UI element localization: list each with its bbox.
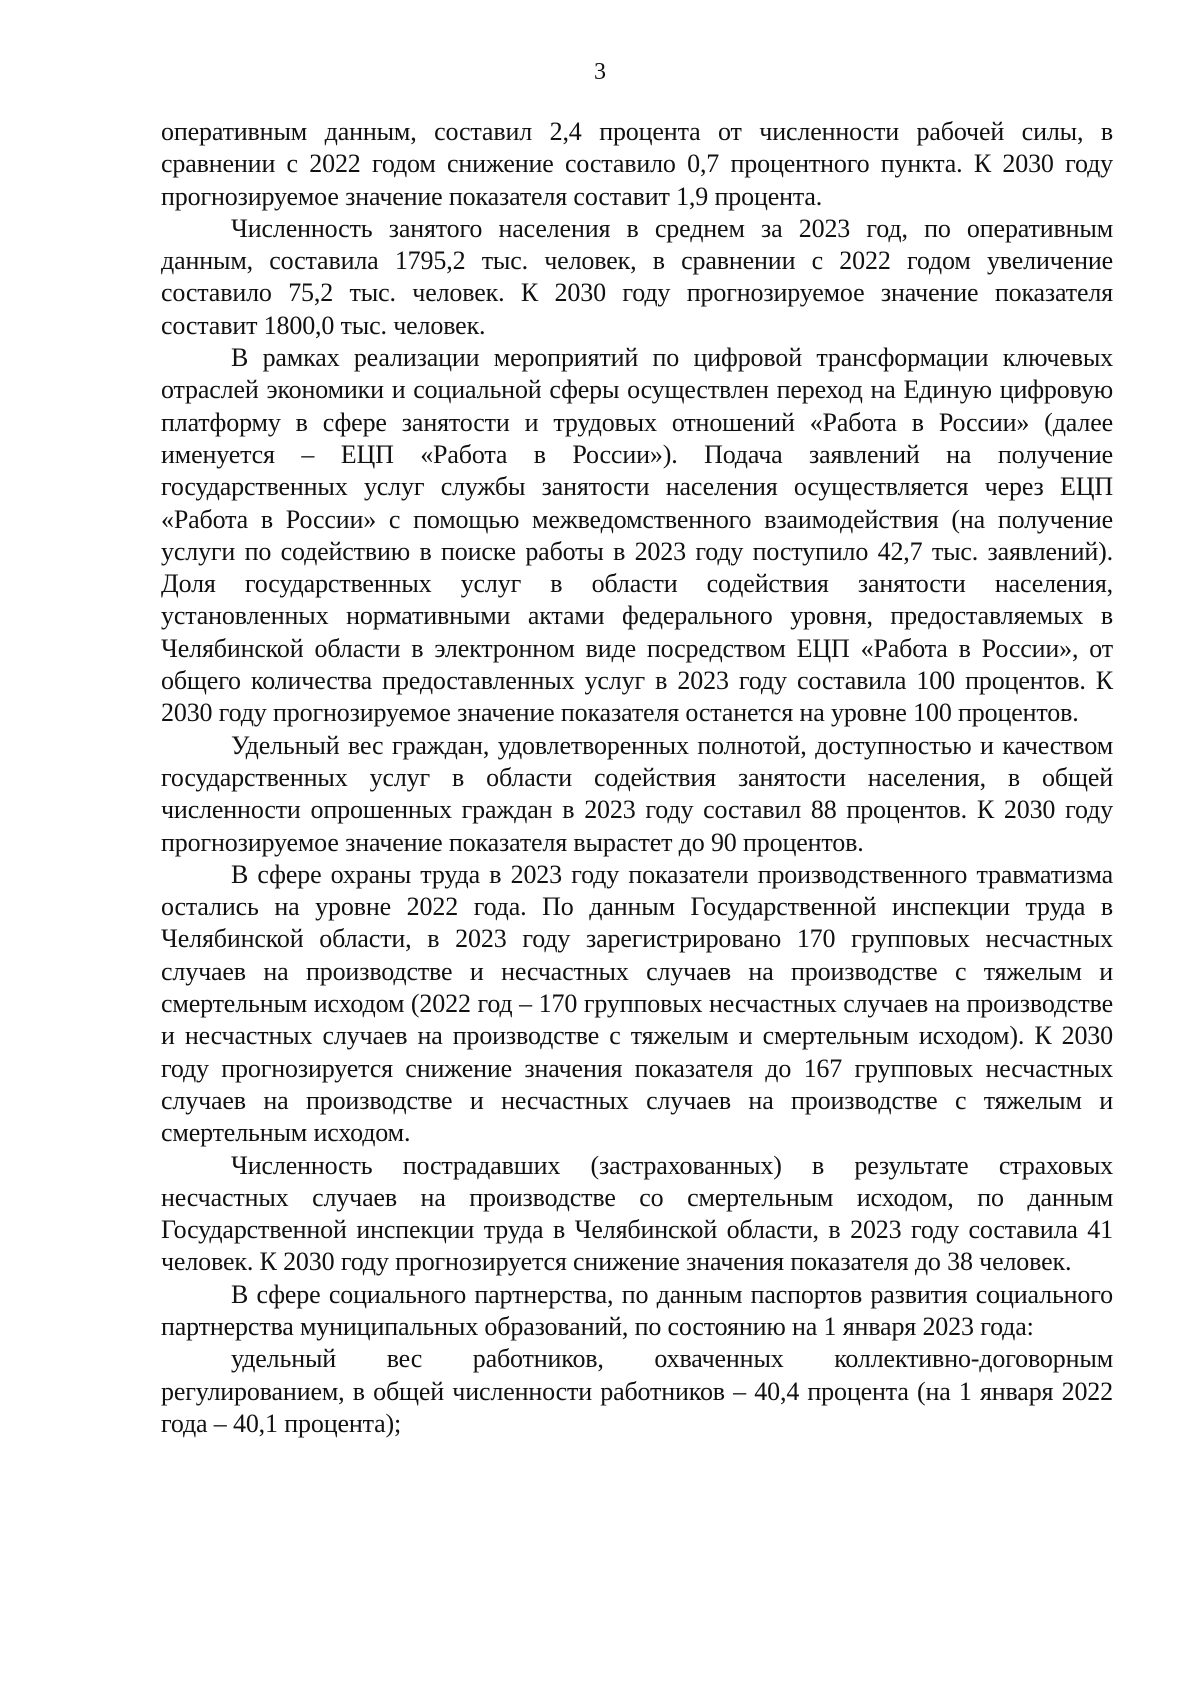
paragraph-employment: Численность занятого населения в среднем за 2023 год, по оперативным данным, составила 1795,2 тыс. человек, в сравнении с 2022 годом увеличение составило 75,2 тыс. человек. К 2030 году прогнозируемое значение показателя составит 1800,0 тыс. человек. (161, 213, 1113, 340)
paragraph-collective-agreements: удельный вес работников, охваченных коллективно-договорным регулированием, в общей численности работников – 40,4 процента (на 1 января 2022 года – 40,1 процента); (161, 1344, 1113, 1438)
paragraph-satisfaction: Удельный вес граждан, удовлетворенных полнотой, доступностью и качеством государственных услуг в области содействия занятости населения, в общей численности опрошенных граждан в 2023 году составил 88 процентов. К 2030 году прогнозируемое значение показателя вырастет до 90 процентов. (161, 730, 1113, 857)
paragraph-social-partnership: В сфере социального партнерства, по данным паспортов развития социального партнерства муниципальных образований, по состоянию на 1 января 2023 года: (161, 1279, 1113, 1341)
page-number: 3 (594, 59, 606, 85)
document-body (161, 116, 1113, 1440)
paragraph-digital-transformation: В рамках реализации мероприятий по цифровой трансформации ключевых отраслей экономики и социальной сферы осуществлен переход на Единую цифровую платформу в сфере занятости и трудовых отношений «Работа в России» (далее именуется – ЕЦП «Работа в России»). Подача заявлений на получение государственных услуг службы занятости населения осуществляется через ЕЦП «Работа в России» с помощью межведомственного взаимодействия (на получение услуги по содействию в поиске работы в 2023 году поступило 42,7 тыс. заявлений). Доля государственных услуг в области содействия занятости населения, установленных нормативными актами федерального уровня, предоставляемых в Челябинской области в электронном виде посредством ЕЦП «Работа в России», от общего количества предоставленных услуг в 2023 году составила 100 процентов. К 2030 году прогнозируемое значение показателя останется на уровне 100 процентов. (161, 343, 1113, 728)
paragraph-continuation: оперативным данным, составил 2,4 процента от численности рабочей силы, в сравнении с 2022 годом снижение составило 0,7 процентного пункта. К 2030 году прогнозируемое значение показателя составит 1,9 процента. (161, 117, 1113, 211)
paragraph-labor-protection: В сфере охраны труда в 2023 году показатели производственного травматизма остались на уровне 2022 года. По данным Государственной инспекции труда в Челябинской области, в 2023 году зарегистрировано 170 групповых несчастных случаев на производстве и несчастных случаев на производстве с тяжелым и смертельным исходом (2022 год – 170 групповых несчастных случаев на производстве и несчастных случаев на производстве с тяжелым и смертельным исходом). К 2030 году прогнозируется снижение значения показателя до 167 групповых несчастных случаев на производстве и несчастных случаев на производстве с тяжелым и смертельным исходом. (161, 859, 1113, 1148)
paragraph-fatal-accidents: Численность пострадавших (застрахованных) в результате страховых несчастных случаев на производстве со смертельным исходом, по данным Государственной инспекции труда в Челябинской области, в 2023 году составила 41 человек. К 2030 году прогнозируется снижение значения показателя до 38 человек. (161, 1150, 1113, 1277)
